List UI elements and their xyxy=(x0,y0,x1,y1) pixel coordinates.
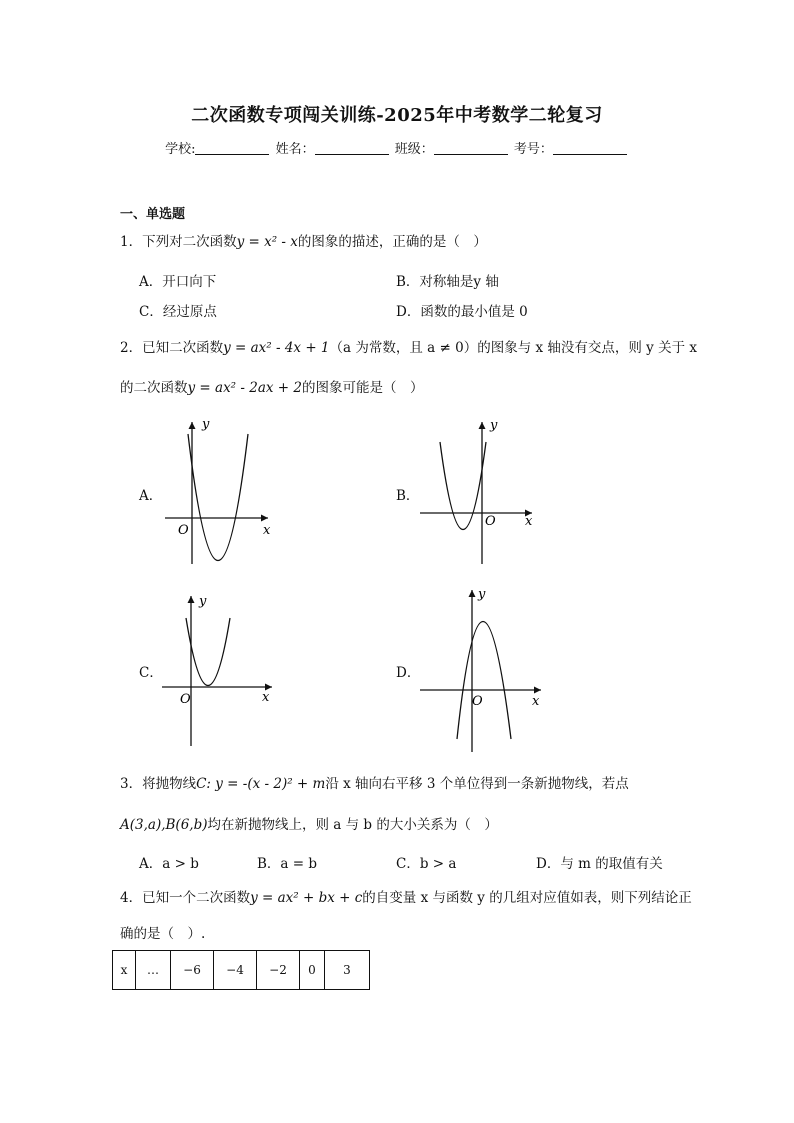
q3-option-d[interactable]: D．与 m 的取值有关 xyxy=(536,856,663,872)
graph-a[interactable] xyxy=(150,412,280,570)
q2-prefix: 2．已知二次函数 xyxy=(120,340,224,356)
q2-formula: y = ax² - 4x + 1 xyxy=(223,340,330,356)
q1-prefix: 1．下列对二次函数 xyxy=(120,234,237,250)
q4-prefix: 4．已知一个二次函数 xyxy=(120,890,251,906)
x-axis-label: x xyxy=(532,694,540,709)
question-2-stem-line2 xyxy=(120,378,423,398)
q3-option-a[interactable]: A．a > b xyxy=(139,856,199,872)
student-info-line xyxy=(0,138,794,157)
y-axis-label: y xyxy=(202,417,210,432)
class-blank[interactable] xyxy=(434,140,508,155)
q2-formula2: y = ax² - 2ax + 2 xyxy=(187,380,302,396)
table-cell: −6 xyxy=(171,951,214,990)
origin-label: O xyxy=(472,694,483,709)
q2-option-d[interactable]: D． xyxy=(396,665,421,681)
school-label: 学校: xyxy=(165,142,196,157)
x-axis-arrow xyxy=(534,687,541,694)
graph-b[interactable] xyxy=(410,412,540,570)
q2-option-c[interactable]: C． xyxy=(139,665,163,681)
y-axis-arrow xyxy=(188,596,195,603)
graph-c[interactable] xyxy=(150,588,280,748)
y-axis-label: y xyxy=(478,587,486,602)
q2-line2-suffix: 的图象可能是（ ） xyxy=(301,380,424,396)
q1-option-b[interactable]: B．对称轴是y 轴 xyxy=(396,274,499,290)
q2-option-b[interactable]: B． xyxy=(396,488,420,504)
q3-line2-suffix: 均在新抛物线上，则 a 与 b 的大小关系为（ ） xyxy=(207,817,498,833)
q2-line2-prefix: 的二次函数 xyxy=(120,380,188,396)
page-title: 二次函数专项闯关训练-2025年中考数学二轮复习 xyxy=(191,105,603,126)
question-1-stem xyxy=(120,232,487,252)
parabola-d xyxy=(457,622,511,740)
table-cell: −4 xyxy=(214,951,257,990)
q3-points: A(3,a),B(6,b) xyxy=(120,817,208,833)
table-cell: 3 xyxy=(325,951,370,990)
name-blank[interactable] xyxy=(315,140,389,155)
parabola-b xyxy=(440,442,486,530)
question-4-stem-line2: 确的是（ ）. xyxy=(120,926,206,942)
q3-option-c[interactable]: C．b > a xyxy=(396,856,457,872)
table-row xyxy=(113,951,370,990)
q4-formula: y = ax² + bx + c xyxy=(250,890,363,906)
x-axis-arrow xyxy=(261,515,268,522)
q2-mid: （a 为常数，且 a ≠ 0）的图象与 x 轴没有交点，则 y 关于 x xyxy=(329,340,698,356)
y-axis-arrow xyxy=(469,590,476,597)
q3-option-b[interactable]: B．a = b xyxy=(257,856,318,872)
name-label: 姓名： xyxy=(275,142,315,157)
y-axis-arrow xyxy=(189,422,196,429)
q4-suffix: 的自变量 x 与函数 y 的几组对应值如表，则下列结论正 xyxy=(362,890,692,906)
table-cell: 0 xyxy=(300,951,325,990)
question-2-stem-line1 xyxy=(120,338,697,358)
exam-number-label: 考号： xyxy=(513,142,553,157)
school-blank[interactable] xyxy=(195,140,269,155)
origin-label: O xyxy=(178,523,189,538)
parabola-a xyxy=(188,434,248,561)
question-3-stem-line1 xyxy=(120,774,629,794)
q1-formula: y = x² - x xyxy=(236,234,298,250)
graph-d[interactable] xyxy=(415,584,550,754)
exam-number-blank[interactable] xyxy=(553,140,627,155)
y-axis-label: y xyxy=(490,418,498,433)
q1-option-c[interactable]: C．经过原点 xyxy=(139,304,217,320)
q2-option-a[interactable]: A． xyxy=(139,488,163,504)
table-cell: … xyxy=(136,951,171,990)
x-axis-label: x xyxy=(525,514,533,529)
q3-formula: C: y = -(x - 2)² + m xyxy=(196,776,326,792)
section-title: 一、单选题 xyxy=(120,207,186,222)
y-axis-arrow xyxy=(479,422,486,429)
y-axis-label: y xyxy=(199,594,207,609)
class-label: 班级： xyxy=(394,142,434,157)
question-3-stem-line2 xyxy=(120,815,498,835)
q3-prefix: 3．将抛物线 xyxy=(120,776,197,792)
q3-suffix: 沿 x 轴向右平移 3 个单位得到一条新抛物线，若点 xyxy=(325,776,629,792)
q4-value-table xyxy=(112,950,370,990)
question-4-stem-line1 xyxy=(120,888,692,908)
table-cell: −2 xyxy=(257,951,300,990)
origin-label: O xyxy=(485,514,496,529)
x-axis-label: x xyxy=(262,690,270,705)
table-cell: x xyxy=(113,951,136,990)
q1-option-a[interactable]: A．开口向下 xyxy=(139,274,217,290)
q1-option-d[interactable]: D．函数的最小值是 0 xyxy=(396,304,528,320)
x-axis-label: x xyxy=(263,523,271,538)
origin-label: O xyxy=(180,692,191,707)
q1-suffix: 的图象的描述，正确的是（ ） xyxy=(297,234,487,250)
parabola-c xyxy=(186,618,230,686)
